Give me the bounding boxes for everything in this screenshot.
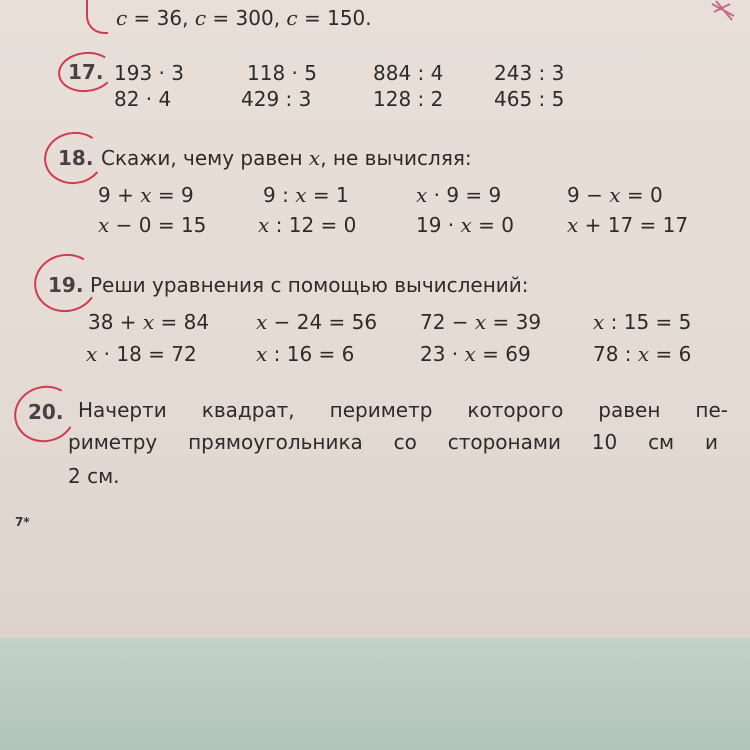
ex18-equation: 9 − x = 0 [567, 183, 663, 207]
ex20-text [68, 460, 120, 493]
ex19-number: 19. [48, 273, 84, 297]
ex20-text [78, 394, 728, 427]
ex17-expression: 118 · 5 [247, 61, 317, 85]
ex17-expression: 128 : 2 [373, 87, 444, 111]
ex19-equation: 23 · x = 69 [420, 342, 531, 366]
ex18-equation: x · 9 = 9 [416, 183, 502, 207]
ex18-number: 18. [58, 146, 94, 170]
ex19-equation: x · 18 = 72 [86, 342, 197, 366]
page-mark: 7* [15, 515, 30, 529]
ex17-number: 17. [68, 60, 104, 84]
ex18-equation: 9 + x = 9 [98, 183, 194, 207]
ex17-expression: 82 · 4 [114, 87, 172, 111]
ex20-line: 2 см. [68, 464, 120, 488]
ex20-line: Начерти квадрат, периметр которого равен пе- [78, 398, 728, 422]
ex18-equation: x + 17 = 17 [567, 213, 689, 237]
ex17-expression: 429 : 3 [241, 87, 312, 111]
ex18-equation: x : 12 = 0 [258, 213, 357, 237]
ex18-instruction: Скажи, чему равен x, не вычисляя: [101, 146, 472, 170]
ex20-text [68, 426, 718, 459]
table-surface [0, 638, 750, 750]
ex18-equation: 9 : x = 1 [263, 183, 349, 207]
ex17-expression: 884 : 4 [373, 61, 444, 85]
ex17-expression: 465 : 5 [494, 87, 565, 111]
ex19-instruction: Реши уравнения с помощью вычислений: [90, 273, 529, 297]
ex19-equation: x − 24 = 56 [256, 310, 378, 334]
ex17-expression: 193 · 3 [114, 61, 184, 85]
ex20-line: риметру прямоугольника со сторонами 10 см и [68, 430, 718, 454]
ex20-number: 20. [28, 400, 64, 424]
ex19-equation: x : 15 = 5 [593, 310, 692, 334]
ex19-equation: 72 − x = 39 [420, 310, 542, 334]
pen-stroke [86, 0, 108, 34]
top-answers-line: c = 36, c = 300, c = 150. [116, 6, 372, 30]
ex18-equation: 19 · x = 0 [416, 213, 515, 237]
ex17-expression: 243 : 3 [494, 61, 565, 85]
ex19-equation: 38 + x = 84 [88, 310, 210, 334]
ex18-equation: x − 0 = 15 [98, 213, 207, 237]
ex19-equation: x : 16 = 6 [256, 342, 355, 366]
ribbon-icon [710, 0, 736, 22]
ex19-equation: 78 : x = 6 [593, 342, 692, 366]
